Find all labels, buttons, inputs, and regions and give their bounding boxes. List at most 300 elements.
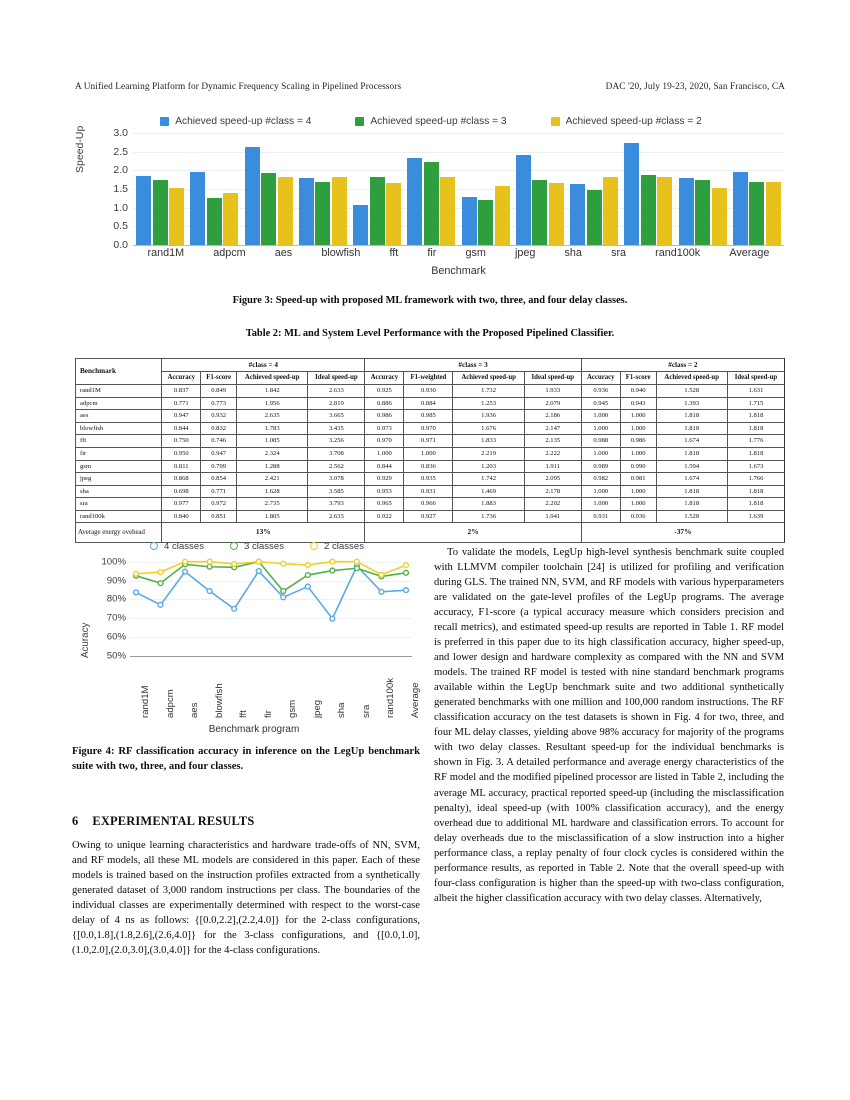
table-2-cell: 1.818 bbox=[656, 410, 727, 423]
table-2-cell: 1.818 bbox=[656, 448, 727, 461]
figure-4-data-point bbox=[281, 561, 286, 566]
figure-4-plot-area bbox=[130, 556, 412, 657]
figure-4-data-point bbox=[207, 564, 212, 569]
table-2-cell: 1.936 bbox=[453, 410, 524, 423]
table-2-group-header-row bbox=[76, 359, 785, 372]
table-2-cell: 0.836 bbox=[404, 460, 453, 473]
figure-3-bar bbox=[440, 177, 455, 245]
figure-4-y-tick: 60% bbox=[106, 631, 126, 643]
figure-4-data-point bbox=[183, 559, 188, 564]
figure-4-data-point bbox=[404, 563, 409, 568]
table-row bbox=[76, 460, 785, 473]
table-2-column-header: Accuracy bbox=[162, 372, 201, 385]
table-2-cell: 0.746 bbox=[201, 435, 237, 448]
figure-3-x-tick: rand1M bbox=[147, 247, 185, 259]
figure-3-x-tick: gsm bbox=[465, 247, 486, 259]
table-2-cell: 0.811 bbox=[162, 460, 201, 473]
figure-3-bar bbox=[495, 186, 510, 246]
figure-4-x-tick: adpcm bbox=[164, 689, 176, 718]
table-2-benchmark-cell: jpeg bbox=[76, 473, 162, 486]
table-2-cell: 0.773 bbox=[201, 397, 237, 410]
table-2-cell: 0.945 bbox=[581, 397, 620, 410]
figure-4-legend-label: 4 classes bbox=[164, 540, 204, 552]
figure-3-bar bbox=[315, 182, 330, 245]
table-row bbox=[76, 435, 785, 448]
figure-4-data-point bbox=[305, 573, 310, 578]
table-2-cell: 1.736 bbox=[453, 510, 524, 523]
table-2-group-header: #class = 3 bbox=[365, 359, 581, 372]
figure-4-data-point bbox=[281, 595, 286, 600]
table-2-cell: 1.766 bbox=[727, 473, 784, 486]
table-2-cell: 2.735 bbox=[237, 498, 308, 511]
table-2-energy-label: Average energy ovehead bbox=[76, 523, 162, 543]
table-2-cell: 1.000 bbox=[581, 498, 620, 511]
table-2-cell: 1.911 bbox=[524, 460, 581, 473]
table-2-cell: 2.147 bbox=[524, 422, 581, 435]
table-2-column-header: Achieved speed-up bbox=[453, 372, 524, 385]
table-2-cell: 2.222 bbox=[524, 448, 581, 461]
figure-3-y-tick: 2.5 bbox=[113, 145, 128, 158]
table-2-cell: 0.840 bbox=[162, 510, 201, 523]
table-2-column-header: Achieved speed-up bbox=[237, 372, 308, 385]
table-2-column-header: Ideal speed-up bbox=[727, 372, 784, 385]
table-2-head bbox=[76, 359, 785, 385]
figure-3-plot bbox=[74, 125, 784, 277]
figure-3-x-tick: rand100k bbox=[655, 247, 701, 259]
legend-marker-icon bbox=[230, 542, 238, 550]
table-2-cell: 1.000 bbox=[581, 485, 620, 498]
section-heading bbox=[72, 814, 420, 829]
figure-4-x-tick: fir bbox=[262, 710, 274, 718]
figure-3-bar-group bbox=[190, 133, 238, 245]
table-2-cell: 1.805 bbox=[237, 510, 308, 523]
table-row bbox=[76, 422, 785, 435]
table-2-cell: 0.988 bbox=[581, 435, 620, 448]
table-2-cell: 2.079 bbox=[524, 397, 581, 410]
figure-3-bar-group bbox=[462, 133, 510, 245]
figure-3-x-tick: sra bbox=[611, 247, 627, 259]
figure-3-legend-item bbox=[160, 116, 311, 127]
table-2-cell: 1.528 bbox=[656, 385, 727, 398]
table-2-column-header: Accuracy bbox=[365, 372, 404, 385]
figure-3-bar-group bbox=[733, 133, 781, 245]
figure-3-bar bbox=[733, 172, 748, 245]
figure-3-bar bbox=[603, 177, 618, 245]
table-2-cell: 0.851 bbox=[201, 510, 237, 523]
figure-4-x-tick: blowfish bbox=[213, 683, 225, 718]
table-2-benchmark-cell: blowfish bbox=[76, 422, 162, 435]
figure-3-bar bbox=[153, 180, 168, 245]
figure-3-bar-group bbox=[516, 133, 564, 245]
table-2-cell: 1.715 bbox=[727, 397, 784, 410]
table-2-cell: 3.078 bbox=[308, 473, 365, 486]
figure-3-bar-group bbox=[624, 133, 672, 245]
figure-4-y-tick: 50% bbox=[106, 650, 126, 662]
figure-4-series-svg bbox=[130, 556, 412, 656]
figure-4-data-point bbox=[379, 572, 384, 577]
figure-4-x-tick: sra bbox=[360, 704, 372, 718]
table-2-benchmark-cell: aes bbox=[76, 410, 162, 423]
legend-swatch-icon bbox=[160, 117, 169, 126]
table-2-cell: 1.674 bbox=[656, 435, 727, 448]
table-2-cell: 1.000 bbox=[581, 448, 620, 461]
table-2-cell: 0.947 bbox=[162, 410, 201, 423]
figure-3-bar bbox=[624, 143, 639, 245]
figure-3-bar bbox=[695, 180, 710, 245]
table-2-cell: 2.135 bbox=[524, 435, 581, 448]
table-2-cell: 0.943 bbox=[620, 397, 656, 410]
figure-3-x-tick: fir bbox=[427, 247, 437, 259]
figure-3-y-tick: 1.5 bbox=[113, 183, 128, 195]
table-2-benchmark-cell: sra bbox=[76, 498, 162, 511]
figure-3-y-tick: 0.0 bbox=[113, 239, 128, 251]
table-2-cell: 1.818 bbox=[727, 448, 784, 461]
table-2-cell: 0.868 bbox=[162, 473, 201, 486]
table-2-cell: 1.956 bbox=[237, 397, 308, 410]
table-2-benchmark-cell: rand1M bbox=[76, 385, 162, 398]
figure-3-x-ticks bbox=[133, 247, 784, 259]
table-row bbox=[76, 385, 785, 398]
table-2-cell: 0.844 bbox=[365, 460, 404, 473]
table-2-cell: 1.818 bbox=[727, 485, 784, 498]
section-title: EXPERIMENTAL RESULTS bbox=[92, 814, 255, 828]
table-2-cell: 2.635 bbox=[237, 410, 308, 423]
figure-4-data-point bbox=[232, 606, 237, 611]
table-2-cell: 0.990 bbox=[620, 460, 656, 473]
figure-4-data-point bbox=[330, 559, 335, 564]
table-2-cell: 1.469 bbox=[453, 485, 524, 498]
table-2-cell: 1.000 bbox=[404, 448, 453, 461]
table-2-cell: 2.633 bbox=[308, 385, 365, 398]
figure-4-y-tick: 70% bbox=[106, 612, 126, 624]
figure-3-x-tick: jpeg bbox=[515, 247, 536, 259]
figure-3-bar-group bbox=[353, 133, 401, 245]
table-2-cell: 3.585 bbox=[308, 485, 365, 498]
table-2-cell: 1.933 bbox=[524, 385, 581, 398]
table-2-cell: 0.950 bbox=[162, 448, 201, 461]
table-2-cell: 2.562 bbox=[308, 460, 365, 473]
table-2-cell: 0.971 bbox=[404, 435, 453, 448]
figure-3-bar bbox=[245, 147, 260, 245]
figure-3-bar bbox=[766, 182, 781, 245]
figure-3-bar bbox=[353, 205, 368, 246]
table-row bbox=[76, 448, 785, 461]
table-2 bbox=[75, 358, 785, 543]
table-2-energy-value: -37% bbox=[581, 523, 784, 543]
figure-3-x-tick: blowfish bbox=[321, 247, 361, 259]
figure-3-caption: Figure 3: Speed-up with proposed ML framework with two, three, and four delay classes. bbox=[232, 295, 628, 306]
figure-3-x-tick: Average bbox=[729, 247, 770, 259]
table-2-cell: 2.421 bbox=[237, 473, 308, 486]
table-2-cell: 0.935 bbox=[404, 473, 453, 486]
table-2-cell: 0.927 bbox=[404, 510, 453, 523]
figure-4-legend-label: 2 classes bbox=[324, 540, 364, 552]
table-2-cell: 0.771 bbox=[201, 485, 237, 498]
figure-3-bar bbox=[370, 177, 385, 245]
table-2-column-header: Ideal speed-up bbox=[308, 372, 365, 385]
figure-4-x-tick: sha bbox=[336, 702, 348, 718]
legend-marker-icon bbox=[150, 542, 158, 550]
figure-3-bar bbox=[587, 190, 602, 245]
table-2-energy-value: 13% bbox=[162, 523, 365, 543]
figure-4-legend-item bbox=[230, 541, 284, 552]
table-2-group-header: #class = 4 bbox=[162, 359, 365, 372]
figure-3-bar bbox=[207, 198, 222, 245]
figure-3-bar bbox=[549, 183, 564, 245]
table-2-column-header-row bbox=[76, 372, 785, 385]
table-2-cell: 0.977 bbox=[162, 498, 201, 511]
figure-3-y-tick: 2.0 bbox=[113, 164, 128, 177]
table-2-cell: 1.676 bbox=[453, 422, 524, 435]
table-2-cell: 1.818 bbox=[656, 485, 727, 498]
figure-4-data-point bbox=[207, 559, 212, 564]
figure-4-legend-label: 3 classes bbox=[244, 540, 284, 552]
table-2-cell: 0.750 bbox=[162, 435, 201, 448]
figure-4-data-point bbox=[256, 569, 261, 574]
figure-4-data-point bbox=[355, 559, 360, 564]
figure-3-bar-group bbox=[570, 133, 618, 245]
table-2-column-header: Achieved speed-up bbox=[656, 372, 727, 385]
figure-4-legend-item bbox=[150, 541, 204, 552]
table-2-cell: 1.288 bbox=[237, 460, 308, 473]
figure-4-data-point bbox=[330, 568, 335, 573]
figure-4-data-point bbox=[134, 590, 139, 595]
figure-3-legend-label: Achieved speed-up #class = 2 bbox=[565, 115, 702, 127]
table-2-cell: 0.985 bbox=[404, 410, 453, 423]
figure-3-bar bbox=[478, 200, 493, 245]
figure-3-bar bbox=[407, 158, 422, 245]
table-2-cell: 0.932 bbox=[201, 410, 237, 423]
table-2-cell: 1.528 bbox=[656, 510, 727, 523]
table-2-benchmark-header: Benchmark bbox=[76, 359, 162, 385]
table-2-cell: 0.931 bbox=[581, 510, 620, 523]
figure-4-x-tick: Average bbox=[410, 682, 421, 718]
figure-3-legend-label: Achieved speed-up #class = 4 bbox=[175, 115, 312, 127]
table-2-energy-value: 2% bbox=[365, 523, 581, 543]
figure-3-legend bbox=[78, 112, 784, 130]
table-2-cell: 0.953 bbox=[365, 485, 404, 498]
figure-3-legend-label: Achieved speed-up #class = 3 bbox=[370, 115, 507, 127]
right-paragraph-1: To validate the models, LegUp high-level synthesis benchmark suite coupled with LLMVM compiler toolchain [24] is utilized for profiling and verification during GLS. The trained NN, SVM, and RF models with various hyperparameters are validated on the gate-level profiles of the LegUp programs. The average accuracy, F1-score (a typical accuracy measure which considers precision and recall metrics), and estimated speed-up results are reported in Table 1. RF model is preferred in this paper due to its high classification accuracy, higher speed-up, and lower design and hardware complexity as compared with the NN and SVM models. The trained RF model is tested with nine standard benchmark programs available within the LegUp benchmark suite and two additional synthetically generated benchmarks with one million and 100,000 random instructions. The RF classification accuracy on the test datasets is shown in Fig. 4 for two, three, and four ML delay classes, yielding above 98% accuracy for majority of the programs with two delay classes. Resultant speed-up for the individual benchmarks is shown in Fig. 3. A detailed performance and average energy characteristics of the RF model and the modified pipelined processor are listed in Table 2, including the average ML accuracy, practical reported speed-up (including the misclassification penalty), ideal speed-up (with 100% classification accuracy), and the energy overhead due to additional ML hardware and classification errors. To account for delay overheads due to the misclassification of a slow instruction into a higher performance class, a replay penalty of four clock cycles is considered within the performance results, as reported in Table 2. Note that the overall speed-up with four-class configuration is higher than the speed-up with two-class configuration, albeit the higher classification accuracy with two delay classes. Alternatively, bbox=[434, 547, 784, 904]
table-2-cell: 2.202 bbox=[524, 498, 581, 511]
table-2-cell: 0.965 bbox=[365, 498, 404, 511]
table-2-cell: 3.435 bbox=[308, 422, 365, 435]
figure-3-bar bbox=[712, 188, 727, 245]
body-column-left bbox=[72, 838, 420, 959]
table-2-cell: 1.818 bbox=[656, 498, 727, 511]
figure-3-y-axis-label: Speed-Up bbox=[74, 125, 86, 173]
table-2-cell: 1.776 bbox=[727, 435, 784, 448]
table-2-cell: 1.393 bbox=[656, 397, 727, 410]
figure-3-bar-group bbox=[245, 133, 293, 245]
table-2-cell: 0.837 bbox=[162, 385, 201, 398]
figure-3-bar bbox=[570, 184, 585, 245]
table-2-cell: 1.628 bbox=[237, 485, 308, 498]
figure-3-legend-item bbox=[551, 116, 702, 127]
table-2-cell: 2.633 bbox=[308, 510, 365, 523]
table-2-cell: 0.940 bbox=[620, 385, 656, 398]
table-2-cell: 1.742 bbox=[453, 473, 524, 486]
figure-4-plot bbox=[96, 556, 412, 662]
legend-swatch-icon bbox=[355, 117, 364, 126]
figure-3-plot-area bbox=[133, 133, 784, 246]
table-2-cell: 2.095 bbox=[524, 473, 581, 486]
table-2-benchmark-cell: fft bbox=[76, 435, 162, 448]
table-2-cell: 0.970 bbox=[404, 422, 453, 435]
legend-marker-icon bbox=[310, 542, 318, 550]
table-2-cell: 0.844 bbox=[162, 422, 201, 435]
table-2-body bbox=[76, 385, 785, 543]
table-2-cell: 1.842 bbox=[237, 385, 308, 398]
table-2-column-header: F1-score bbox=[620, 372, 656, 385]
figure-4-x-tick: rand1M bbox=[140, 685, 151, 718]
table-2-cell: 1.594 bbox=[656, 460, 727, 473]
figure-4-data-point bbox=[404, 588, 409, 593]
figure-4-x-ticks bbox=[130, 664, 430, 722]
figure-3-bar-group bbox=[407, 133, 455, 245]
table-2-cell: 3.793 bbox=[308, 498, 365, 511]
figure-3-bar bbox=[261, 173, 276, 245]
table-2-caption: Table 2: ML and System Level Performance with the Proposed Pipelined Classifier. bbox=[245, 328, 615, 339]
figure-4-x-tick: gsm bbox=[287, 699, 299, 718]
table-2-cell: 1.818 bbox=[727, 410, 784, 423]
table-2-cell: 2.324 bbox=[237, 448, 308, 461]
table-2-cell: 1.000 bbox=[620, 410, 656, 423]
figure-3-y-tick: 0.5 bbox=[113, 220, 128, 233]
figure-3-bar bbox=[136, 176, 151, 245]
figure-3-bar bbox=[679, 178, 694, 245]
table-2-cell: 1.000 bbox=[365, 448, 404, 461]
figure-3-bar bbox=[223, 193, 238, 245]
figure-4-y-tick: 80% bbox=[106, 593, 126, 605]
figure-4-data-point bbox=[305, 584, 310, 589]
table-2-cell: 2.186 bbox=[524, 410, 581, 423]
figure-4-data-point bbox=[232, 562, 237, 567]
table-2-benchmark-cell: sha bbox=[76, 485, 162, 498]
table-2-cell: 1.818 bbox=[727, 498, 784, 511]
figure-4-line bbox=[136, 562, 406, 575]
table-2-benchmark-cell: fir bbox=[76, 448, 162, 461]
table-2-cell: 1.883 bbox=[453, 498, 524, 511]
figure-3-bar-group bbox=[679, 133, 727, 245]
table-2-cell: 0.970 bbox=[365, 435, 404, 448]
table-2-cell: 0.972 bbox=[201, 498, 237, 511]
table-2-benchmark-cell: gsm bbox=[76, 460, 162, 473]
figure-4-data-point bbox=[158, 602, 163, 607]
table-2-cell: 0.973 bbox=[365, 422, 404, 435]
figure-3-x-tick: aes bbox=[274, 247, 293, 259]
figure-3-y-tick: 3.0 bbox=[113, 127, 128, 139]
table-2-cell: 0.930 bbox=[404, 385, 453, 398]
running-head-title: A Unified Learning Platform for Dynamic Frequency Scaling in Pipelined Processors bbox=[75, 82, 402, 92]
table-2-cell: 0.849 bbox=[201, 385, 237, 398]
figure-3-bar-chart bbox=[74, 112, 784, 277]
table-2-cell: 0.886 bbox=[365, 397, 404, 410]
table-row bbox=[76, 485, 785, 498]
table-2-cell: 0.982 bbox=[581, 473, 620, 486]
table-2-cell: 1.203 bbox=[453, 460, 524, 473]
table-2-cell: 2.819 bbox=[308, 397, 365, 410]
table-2-column-header: F1-score bbox=[201, 372, 237, 385]
figure-3-bar bbox=[749, 182, 764, 245]
table-2-cell: 1.732 bbox=[453, 385, 524, 398]
figure-3-bar bbox=[516, 155, 531, 245]
figure-3-x-tick: fft bbox=[389, 247, 399, 259]
figure-4-line-chart bbox=[78, 538, 421, 736]
table-2-cell: 0.936 bbox=[581, 385, 620, 398]
figure-4-x-tick: jpeg bbox=[311, 699, 323, 718]
figure-3-x-tick: sha bbox=[564, 247, 582, 259]
figure-3-bar bbox=[332, 177, 347, 245]
figure-4-x-axis-label: Benchmark program bbox=[208, 724, 300, 735]
figure-4-y-axis-label: Acuracy bbox=[80, 622, 91, 658]
figure-4-y-tick: 90% bbox=[106, 575, 126, 587]
table-2-cell: 3.665 bbox=[308, 410, 365, 423]
body-column-right bbox=[434, 545, 784, 907]
table-2-cell: 0.799 bbox=[201, 460, 237, 473]
table-2-group-header: #class = 2 bbox=[581, 359, 784, 372]
table-2-cell: 1.674 bbox=[656, 473, 727, 486]
table-2-cell: 2.219 bbox=[453, 448, 524, 461]
table-2-cell: 1.833 bbox=[453, 435, 524, 448]
table-row bbox=[76, 498, 785, 511]
figure-3-bar bbox=[169, 188, 184, 245]
table-2-cell: 1.818 bbox=[656, 422, 727, 435]
table-2-cell: 0.922 bbox=[365, 510, 404, 523]
table-row bbox=[76, 510, 785, 523]
table-2-cell: 1.000 bbox=[620, 498, 656, 511]
table-2-cell: 0.925 bbox=[365, 385, 404, 398]
table-2-cell: 1.673 bbox=[727, 460, 784, 473]
table-2-cell: 0.771 bbox=[162, 397, 201, 410]
figure-4-data-point bbox=[330, 616, 335, 621]
figure-3-y-ticks bbox=[96, 127, 130, 251]
table-2-cell: 1.941 bbox=[524, 510, 581, 523]
figure-4-data-point bbox=[281, 589, 286, 594]
figure-3-x-axis-label: Benchmark bbox=[431, 265, 486, 277]
figure-3-legend-item bbox=[355, 116, 506, 127]
left-paragraph-1: Owing to unique learning characteristics and hardware trade-offs of NN, SVM, and RF models, all these ML models are considered in this paper. Each of these models is trained based on the instruction profiles extracted from a synthetically generated dataset of 3,000 random instructions per class. The boundaries of the individual classes are experimentally determined with respect to the worst-case delay of 4 ns as follows: {[0.0,2.2],(2.2,4.0]} for the 2-class configurations, {[0.0,1.8],(1.8,2.6],(2.6,4.0]} for the 3-class configurations, and {[0.0,1.0],(1.0,2.0],(2.0,3.0],(3.0,4.0]} for the 4-class configurations. bbox=[72, 840, 420, 957]
figure-3-bar bbox=[386, 183, 401, 245]
figure-4-line bbox=[136, 566, 406, 619]
table-2-cell: 0.989 bbox=[581, 460, 620, 473]
legend-swatch-icon bbox=[551, 117, 560, 126]
table-2-column-header: F1-weighted bbox=[404, 372, 453, 385]
figure-3-bar bbox=[657, 177, 672, 245]
table-2-benchmark-cell: rand100k bbox=[76, 510, 162, 523]
figure-4-data-point bbox=[305, 563, 310, 568]
table-2-cell: 1.085 bbox=[237, 435, 308, 448]
figure-4-data-point bbox=[256, 559, 261, 564]
table-2-cell: 0.936 bbox=[620, 510, 656, 523]
table-2-cell: 0.986 bbox=[365, 410, 404, 423]
table-row bbox=[76, 410, 785, 423]
table-2-benchmark-cell: adpcm bbox=[76, 397, 162, 410]
table-2-cell: 1.253 bbox=[453, 397, 524, 410]
running-head-venue: DAC '20, July 19-23, 2020, San Francisco, CA bbox=[605, 82, 785, 92]
figure-4-data-point bbox=[379, 589, 384, 594]
running-head bbox=[75, 82, 785, 92]
table-2-cell: 0.966 bbox=[404, 498, 453, 511]
table-2-cell: 1.000 bbox=[620, 485, 656, 498]
figure-3-bar-group bbox=[299, 133, 347, 245]
table-2-grid bbox=[75, 358, 785, 543]
figure-4-data-point bbox=[355, 566, 360, 571]
figure-3-bar-group bbox=[136, 133, 184, 245]
table-2-cell: 0.854 bbox=[201, 473, 237, 486]
table-2-cell: 1.639 bbox=[727, 510, 784, 523]
table-2-cell: 1.783 bbox=[237, 422, 308, 435]
